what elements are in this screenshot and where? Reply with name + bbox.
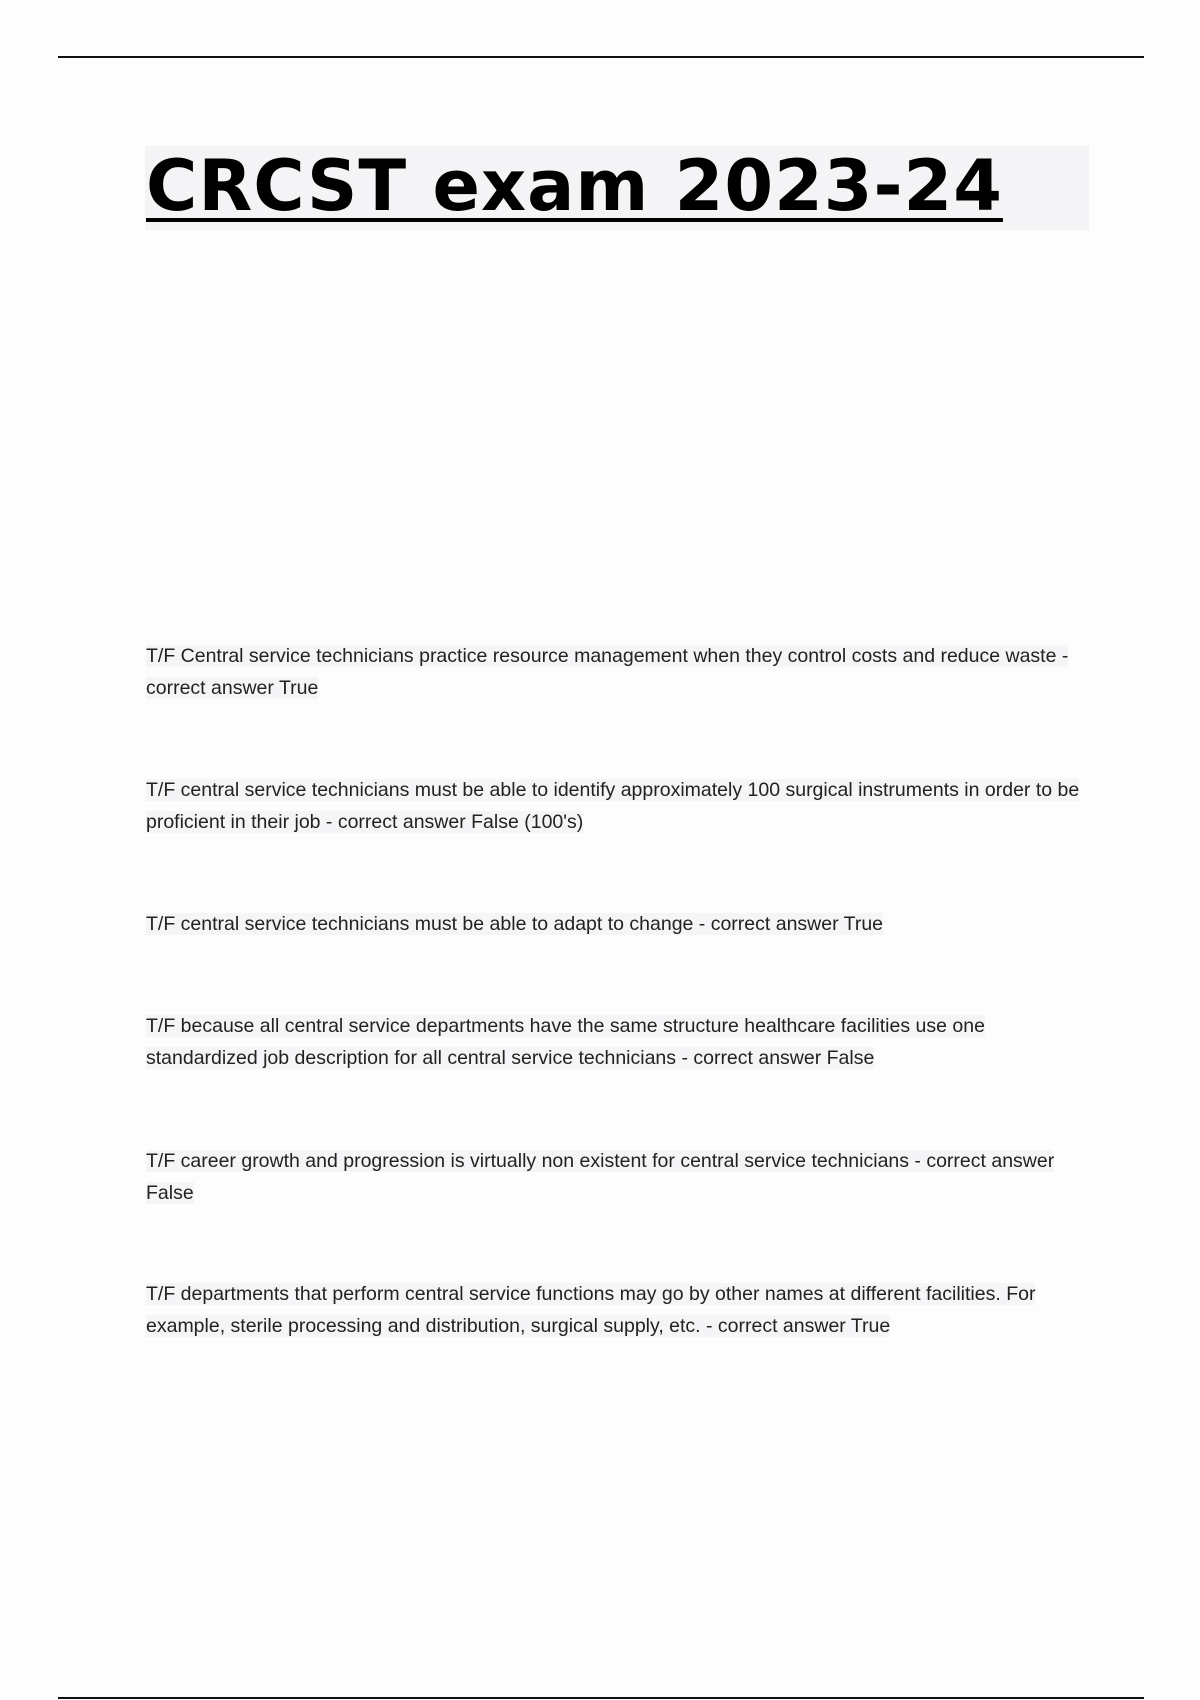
question-text: T/F departments that perform central service functions may go by other names at different facilities. For example, sterile processing and distribution, surgical supply, etc. - correct answer True [146, 1283, 1036, 1337]
footer-rule [58, 1697, 1144, 1699]
header-rule [58, 56, 1144, 58]
question-text: T/F central service technicians must be able to adapt to change - correct answer True [146, 913, 884, 935]
question-item [146, 1278, 1096, 1342]
question-text: T/F because all central service departments have the same structure healthcare facilities use one standardized job description for all central service technicians - correct answer False [146, 1015, 985, 1069]
question-item [146, 908, 883, 940]
question-text: T/F career growth and progression is virtually non existent for central service technicians - correct answer False [146, 1150, 1055, 1204]
question-item [146, 1145, 1096, 1209]
question-item [146, 1010, 1096, 1074]
question-item [146, 640, 1096, 704]
document-title: CRCST exam 2023-24 [146, 145, 1003, 227]
question-text: T/F central service technicians must be able to identify approximately 100 surgical instruments in order to be proficient in their job - correct answer False (100's) [146, 779, 1080, 833]
question-item [146, 774, 1096, 838]
question-text: T/F Central service technicians practice resource management when they control costs and reduce waste - correct answer True [146, 645, 1069, 699]
